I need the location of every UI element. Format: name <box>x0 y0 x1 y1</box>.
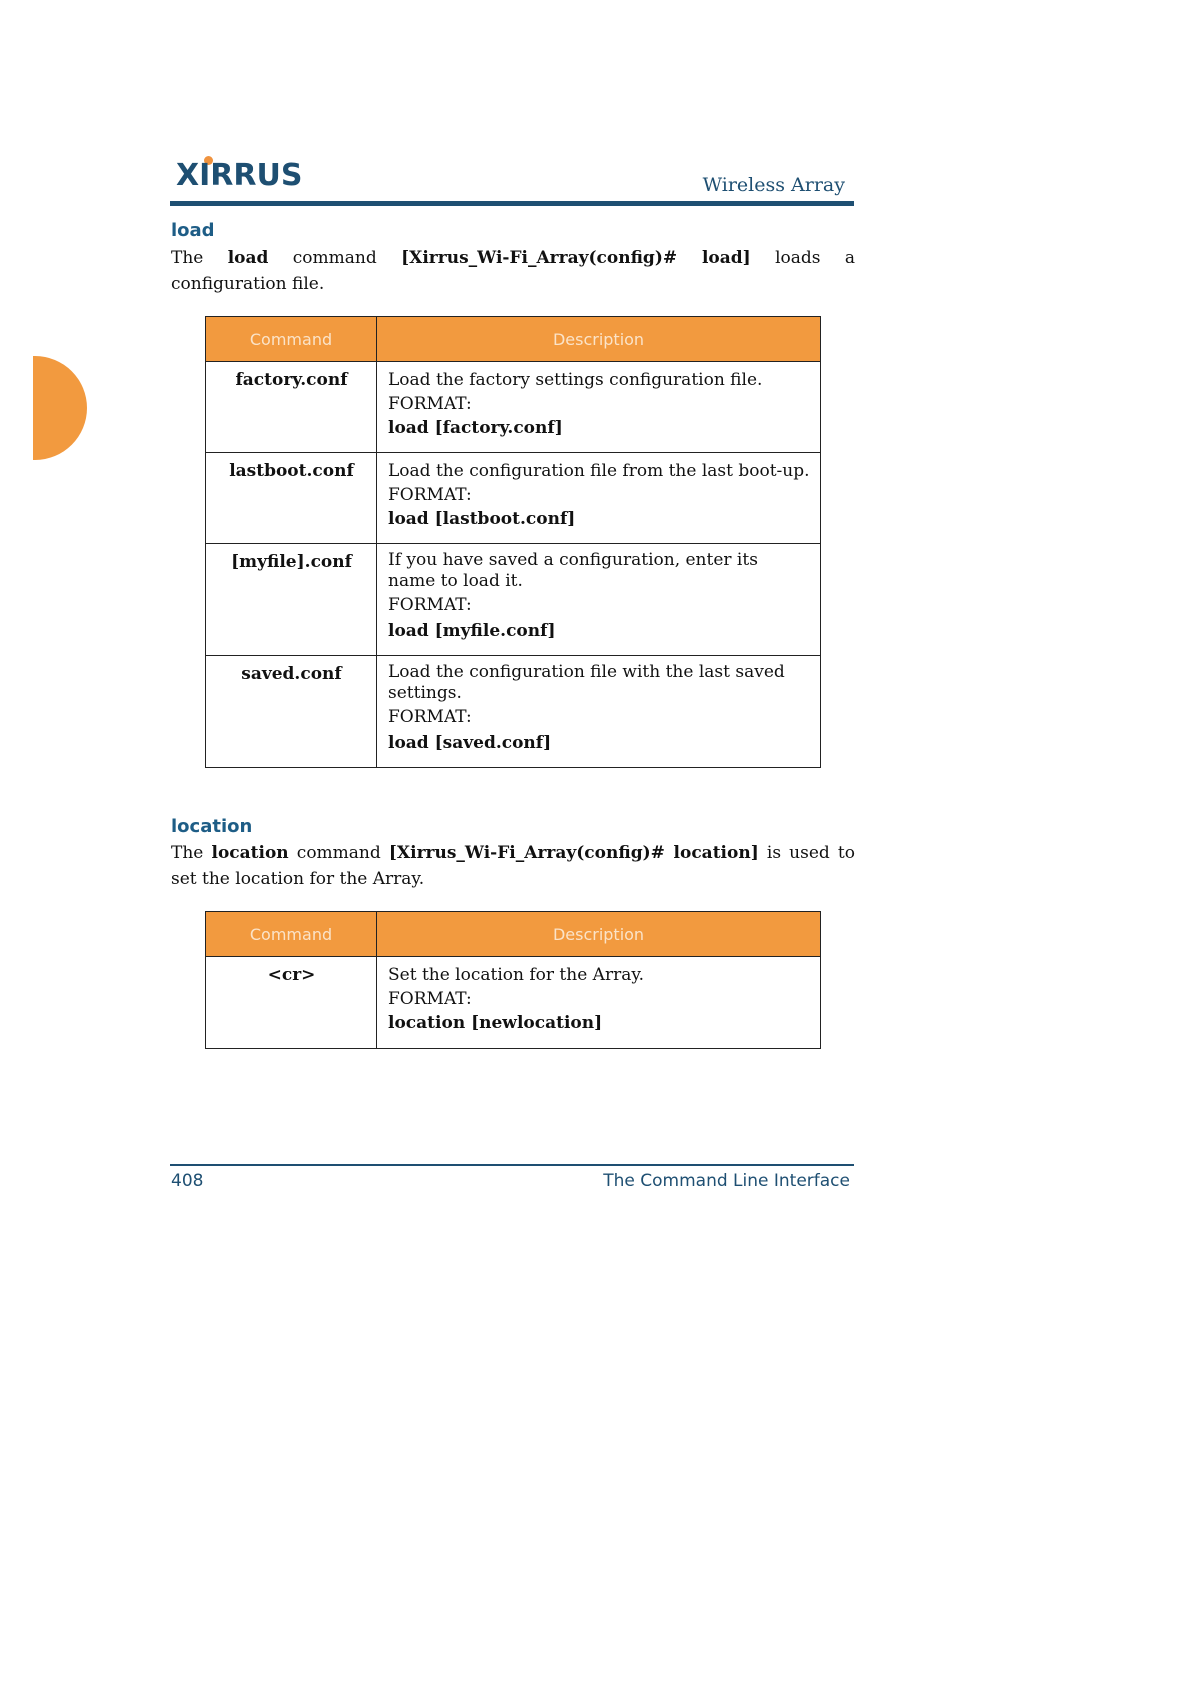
table-header-row <box>206 912 821 957</box>
command-cell: saved.conf <box>206 656 377 768</box>
command-cell: lastboot.conf <box>206 453 377 544</box>
load-command-table <box>205 316 821 768</box>
header-rule <box>170 201 854 206</box>
xirrus-logo: XIRRUS <box>176 158 303 193</box>
command-cell: <cr> <box>206 957 377 1049</box>
table-row <box>206 362 821 453</box>
page-number: 408 <box>171 1171 204 1191</box>
section-title-load: load <box>171 220 215 241</box>
description-cell: If you have saved a configuration, enter its name to load it. FORMAT: load [myfile.conf] <box>377 544 821 656</box>
description-cell: Load the factory settings configuration file. FORMAT: load [factory.conf] <box>377 362 821 453</box>
command-cell: factory.conf <box>206 362 377 453</box>
chapter-side-tab <box>33 356 87 460</box>
command-cell: [myfile].conf <box>206 544 377 656</box>
table-row <box>206 544 821 656</box>
table-header-row <box>206 317 821 362</box>
table-row <box>206 453 821 544</box>
section-intro-load: The load command [Xirrus_Wi-Fi_Array(config)# load] loads a configuration file. <box>171 248 855 294</box>
description-cell: Load the configuration file from the last boot-up. FORMAT: load [lastboot.conf] <box>377 453 821 544</box>
location-command-table <box>205 911 821 1049</box>
column-header-command: Command <box>206 912 377 957</box>
chapter-title: The Command Line Interface <box>603 1171 850 1191</box>
table-row <box>206 656 821 768</box>
description-cell: Set the location for the Array. FORMAT: location [newlocation] <box>377 957 821 1049</box>
column-header-command: Command <box>206 317 377 362</box>
table-row <box>206 957 821 1049</box>
section-intro-location: The location command [Xirrus_Wi-Fi_Array(config)# location] is used to set the location for the Array. <box>171 843 855 889</box>
description-cell: Load the configuration file with the last saved settings. FORMAT: load [saved.conf] <box>377 656 821 768</box>
section-title-location: location <box>171 816 253 837</box>
footer-rule <box>170 1164 854 1166</box>
column-header-description: Description <box>377 912 821 957</box>
column-header-description: Description <box>377 317 821 362</box>
header-product-name: Wireless Array <box>702 174 845 196</box>
